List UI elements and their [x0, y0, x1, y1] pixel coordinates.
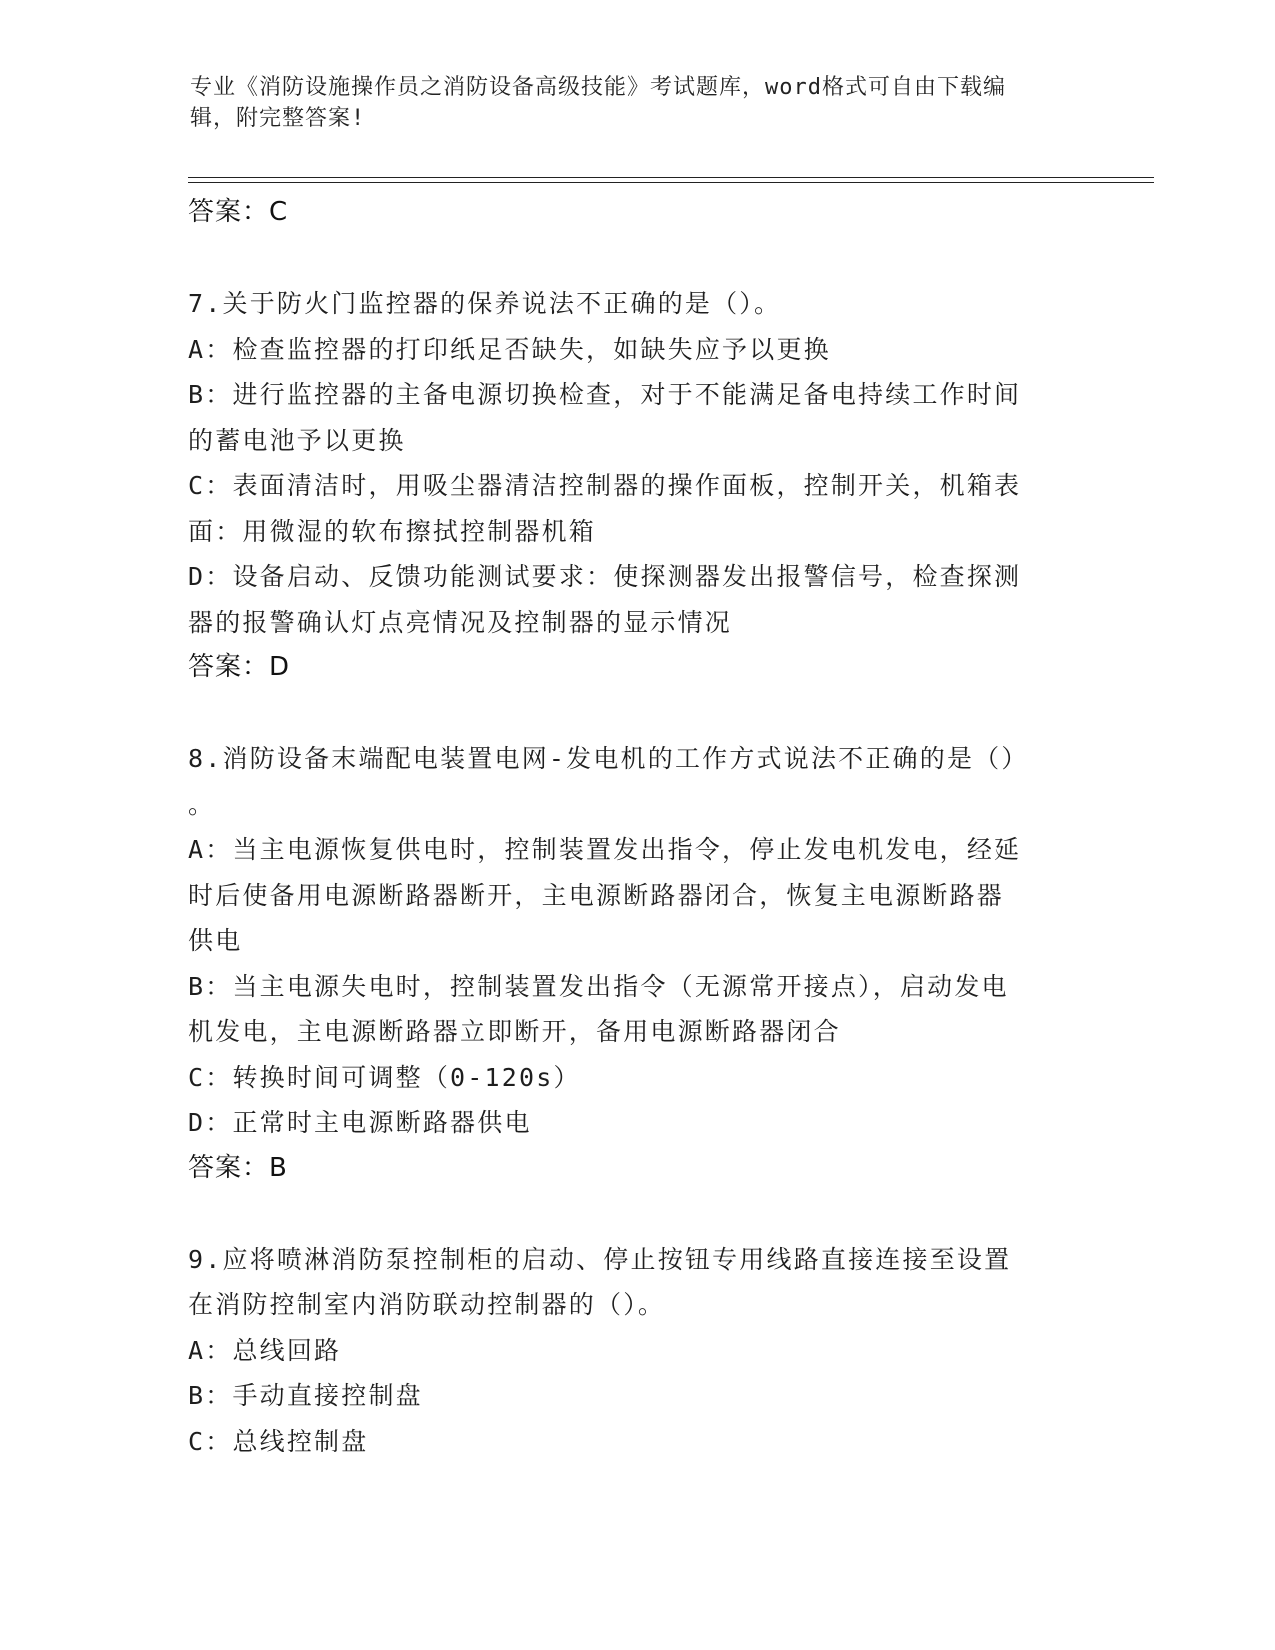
document-header	[190, 72, 1070, 134]
question-8-stem-line-2: 。	[188, 789, 216, 819]
header-divider-bottom	[188, 182, 1154, 183]
question-7-option-b-line-1: B：进行监控器的主备电源切换检查，对于不能满足备电持续工作时间	[188, 380, 1022, 409]
question-8-stem-line-1: 8.消防设备末端配电装置电网-发电机的工作方式说法不正确的是（）	[188, 744, 1029, 773]
question-list	[188, 190, 1088, 1464]
question-9-option-c: C：总线控制盘	[188, 1426, 369, 1456]
question-7	[188, 281, 1088, 691]
question-7-option-c-line-1: C：表面清洁时，用吸尘器清洁控制器的操作面板，控制开关，机箱表	[188, 471, 1022, 500]
header-line-1: 专业《消防设施操作员之消防设备高级技能》考试题库，word格式可自由下载编	[190, 75, 1006, 100]
question-7-option-d-line-2: 器的报警确认灯点亮情况及控制器的显示情况	[188, 607, 733, 637]
question-9-option-b: B：手动直接控制盘	[188, 1381, 423, 1410]
question-7-option-c-line-2: 面：用微湿的软布擦拭控制器机箱	[188, 516, 597, 546]
question-8-option-c: C：转换时间可调整（0-120s）	[188, 1062, 581, 1092]
question-9-stem-line-1: 9.应将喷淋消防泵控制柜的启动、停止按钮专用线路直接连接至设置	[188, 1244, 1012, 1274]
question-8-option-a-line-2: 时后使备用电源断路器断开，主电源断路器闭合，恢复主电源断路器	[188, 880, 1005, 910]
question-7-option-b-line-2: 的蓄电池予以更换	[188, 425, 406, 455]
answer-previous: 答案：C	[188, 197, 289, 227]
question-8	[188, 736, 1088, 1191]
question-8-option-d: D：正常时主电源断路器供电	[188, 1108, 532, 1137]
question-8-option-b-line-1: B：当主电源失电时，控制装置发出指令（无源常开接点），启动发电	[188, 971, 1009, 1001]
question-9-option-a: A：总线回路	[188, 1335, 342, 1365]
question-7-option-d-line-1: D：设备启动、反馈功能测试要求：使探测器发出报警信号，检查探测	[188, 562, 1022, 591]
question-7-answer: 答案：D	[188, 652, 291, 682]
spacer	[188, 691, 1088, 737]
question-8-option-a-line-1: A：当主电源恢复供电时，控制装置发出指令，停止发电机发电，经延	[188, 835, 1022, 864]
question-8-option-b-line-2: 机发电，主电源断路器立即断开，备用电源断路器闭合	[188, 1017, 841, 1046]
question-9	[188, 1237, 1088, 1465]
spacer	[188, 236, 1088, 282]
question-8-option-a-line-3: 供电	[188, 926, 243, 955]
question-8-answer: 答案：B	[188, 1152, 288, 1183]
header-divider-top	[188, 177, 1154, 178]
question-9-stem-line-2: 在消防控制室内消防联动控制器的（）。	[188, 1290, 666, 1319]
header-line-2: 辑，附完整答案!	[190, 106, 366, 131]
spacer	[188, 1191, 1088, 1237]
question-7-stem: 7.关于防火门监控器的保养说法不正确的是（）。	[188, 289, 782, 318]
question-7-option-a: A：检查监控器的打印纸足否缺失，如缺失应予以更换	[188, 334, 831, 364]
